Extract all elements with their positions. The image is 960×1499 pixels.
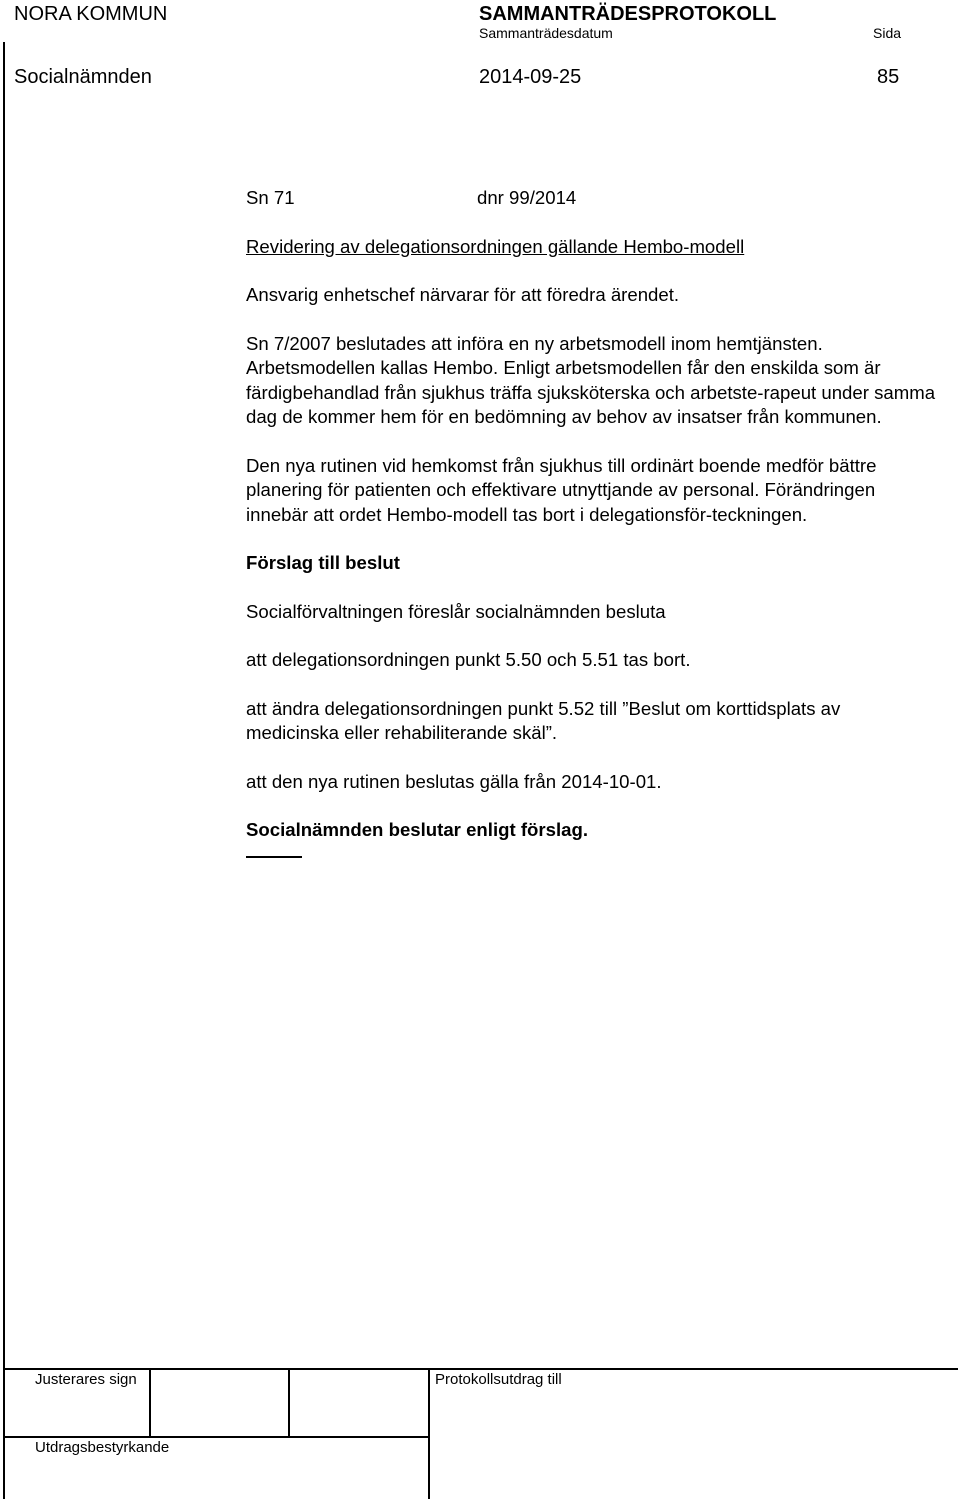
footer-divider-sign-2: [288, 1368, 290, 1438]
extract-to-label: Protokollsutdrag till: [435, 1371, 562, 1388]
change-paragraph: Den nya rutinen vid hemkomst från sjukhus till ordinärt boende medför bättre planering för patienten och effektivare utnyttjande av personal. Förändringen innebär att ordet Hembo-modell tas bort i delegationsför-teckningen.: [246, 454, 877, 525]
footer-divider-sign: [149, 1368, 151, 1438]
proposal-intro: Socialförvaltningen föreslår socialnämnden besluta: [246, 600, 666, 622]
meeting-date-label: Sammanträdesdatum: [479, 25, 613, 41]
footer-divider-extract: [428, 1368, 430, 1499]
proposal-item: att delegationsordningen punkt 5.50 och 5.51 tas bort.: [246, 649, 691, 670]
background-paragraph: Sn 7/2007 beslutades att införa en ny arbetsmodell inom hemtjänsten. Arbetsmodellen kallas Hembo. Enligt arbetsmodellen får den enskilda som är färdigbehandlad från sjukhus träffa sjuksköterska och arbetste-rapeut under samma dag de kommer hem för en bedömning av behov av insatser från kommunen.: [246, 332, 936, 427]
footer-top-line: [3, 1368, 958, 1370]
left-border-line: [3, 42, 5, 1499]
presenter-note: Ansvarig enhetschef närvarar för att föredra ärendet.: [246, 284, 680, 305]
proposal-item: att ändra delegationsordningen punkt 5.52 till ”Beslut om korttidsplats av medicinska eller rehabiliterande skäl”.: [246, 697, 841, 743]
page-label: Sida: [873, 25, 902, 41]
meeting-date: 2014-09-25: [479, 66, 582, 88]
organization-name: NORA KOMMUN: [14, 3, 168, 25]
protocol-item: [246, 186, 936, 858]
page-number: 85: [877, 66, 900, 88]
proposal-heading: Förslag till beslut: [246, 552, 400, 573]
decision-text: Socialnämnden beslutar enligt förslag.: [246, 819, 588, 840]
item-title: Revidering av delegationsordningen gällande Hembo-modell: [246, 235, 745, 257]
proposal-item: att den nya rutinen beslutas gälla från 2014-10-01.: [246, 770, 662, 792]
document-type: SAMMANTRÄDESPROTOKOLL: [479, 3, 777, 25]
committee-name: Socialnämnden: [14, 66, 152, 88]
item-reference: [246, 186, 936, 211]
adjuster-sign-label: Justerares sign: [35, 1371, 137, 1388]
footer-middle-line: [3, 1436, 428, 1438]
end-rule: [246, 856, 302, 858]
section-number: Sn 71: [246, 187, 295, 208]
extract-certifier-label: Utdragsbestyrkande: [35, 1439, 170, 1456]
diary-number: dnr 99/2014: [477, 187, 577, 208]
